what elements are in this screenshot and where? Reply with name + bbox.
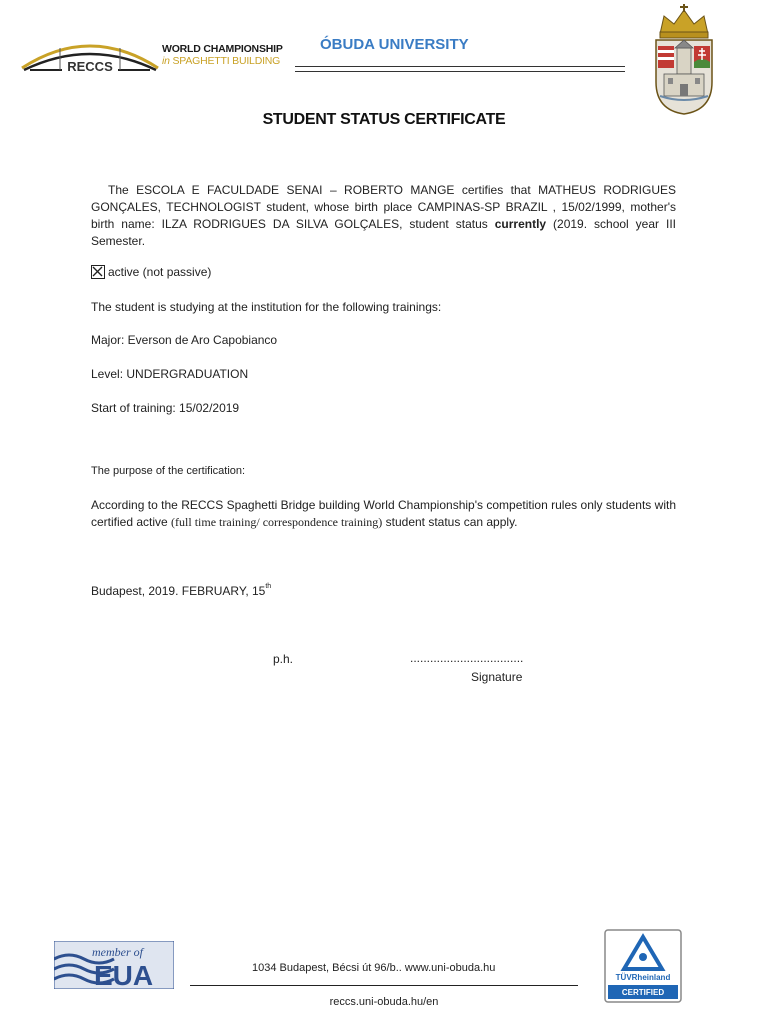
tuv-logo-icon <box>604 929 682 1003</box>
svg-text:TÜVRheinland: TÜVRheinland <box>615 973 671 982</box>
document-title: STUDENT STATUS CERTIFICATE <box>262 111 506 128</box>
eua-member-logo <box>54 941 174 989</box>
header-rule <box>295 66 625 67</box>
footer-address: 1034 Budapest, Bécsi út 96/b.. www.uni-obuda.hu <box>252 962 496 974</box>
status-emphasis: currently <box>494 217 547 231</box>
svg-text:EUA: EUA <box>94 960 154 989</box>
active-status-option <box>91 265 211 279</box>
level-field: Level: UNDERGRADUATION <box>91 367 249 381</box>
footer-rule <box>190 985 578 986</box>
signature-line: .................................. <box>410 651 524 665</box>
checked-checkbox-icon <box>91 265 105 279</box>
tuv-certified-badge <box>604 929 682 1003</box>
university-name: ÓBUDA UNIVERSITY <box>320 36 469 53</box>
header-rule <box>295 71 625 72</box>
eua-logo-icon <box>54 941 174 989</box>
certification-paragraph: The ESCOLA E FACULDADE SENAI – ROBERTO MANGE certifies that MATHEUS RODRIGUES GONÇALES, TECHNOLOGIST student, whose birth place CAMPINAS-SP BRAZIL , 15/02/1999, mother's birth name: ILZA RODRIGUES DA SILVA GOLÇALES, student status currently (2019. school year III Semester. <box>91 183 676 248</box>
start-date-field: Start of training: 15/02/2019 <box>91 401 240 415</box>
stamp-placeholder: p.h. <box>273 652 294 666</box>
championship-logo <box>20 30 290 80</box>
place-date: Budapest, 2019. FEBRUARY, 15th <box>91 583 272 598</box>
purpose-paragraph: According to the RECCS Spaghetti Bridge building World Championship's competition rules only students with certified active (full time training/ correspondence training) student status can apply. <box>91 498 676 529</box>
svg-text:RECCS: RECCS <box>67 59 113 74</box>
svg-text:member of: member of <box>92 945 143 959</box>
studying-statement: The student is studying at the institution for the following trainings: <box>91 300 442 314</box>
major-field: Major: Everson de Aro Capobianco <box>91 333 278 347</box>
footer-url: reccs.uni-obuda.hu/en <box>329 996 439 1008</box>
purpose-heading: The purpose of the certification: <box>91 465 246 477</box>
bridge-logo-icon <box>20 30 160 80</box>
checkbox-label: active (not passive) <box>108 265 212 279</box>
crest-icon <box>650 4 718 116</box>
signature-label: Signature <box>471 670 523 684</box>
logo-title: WORLD CHAMPIONSHIP <box>162 43 283 55</box>
logo-text <box>162 43 283 67</box>
university-crest <box>650 4 718 116</box>
logo-subtitle: in SPAGHETTI BUILDING <box>162 55 281 67</box>
svg-text:CERTIFIED: CERTIFIED <box>621 988 665 997</box>
